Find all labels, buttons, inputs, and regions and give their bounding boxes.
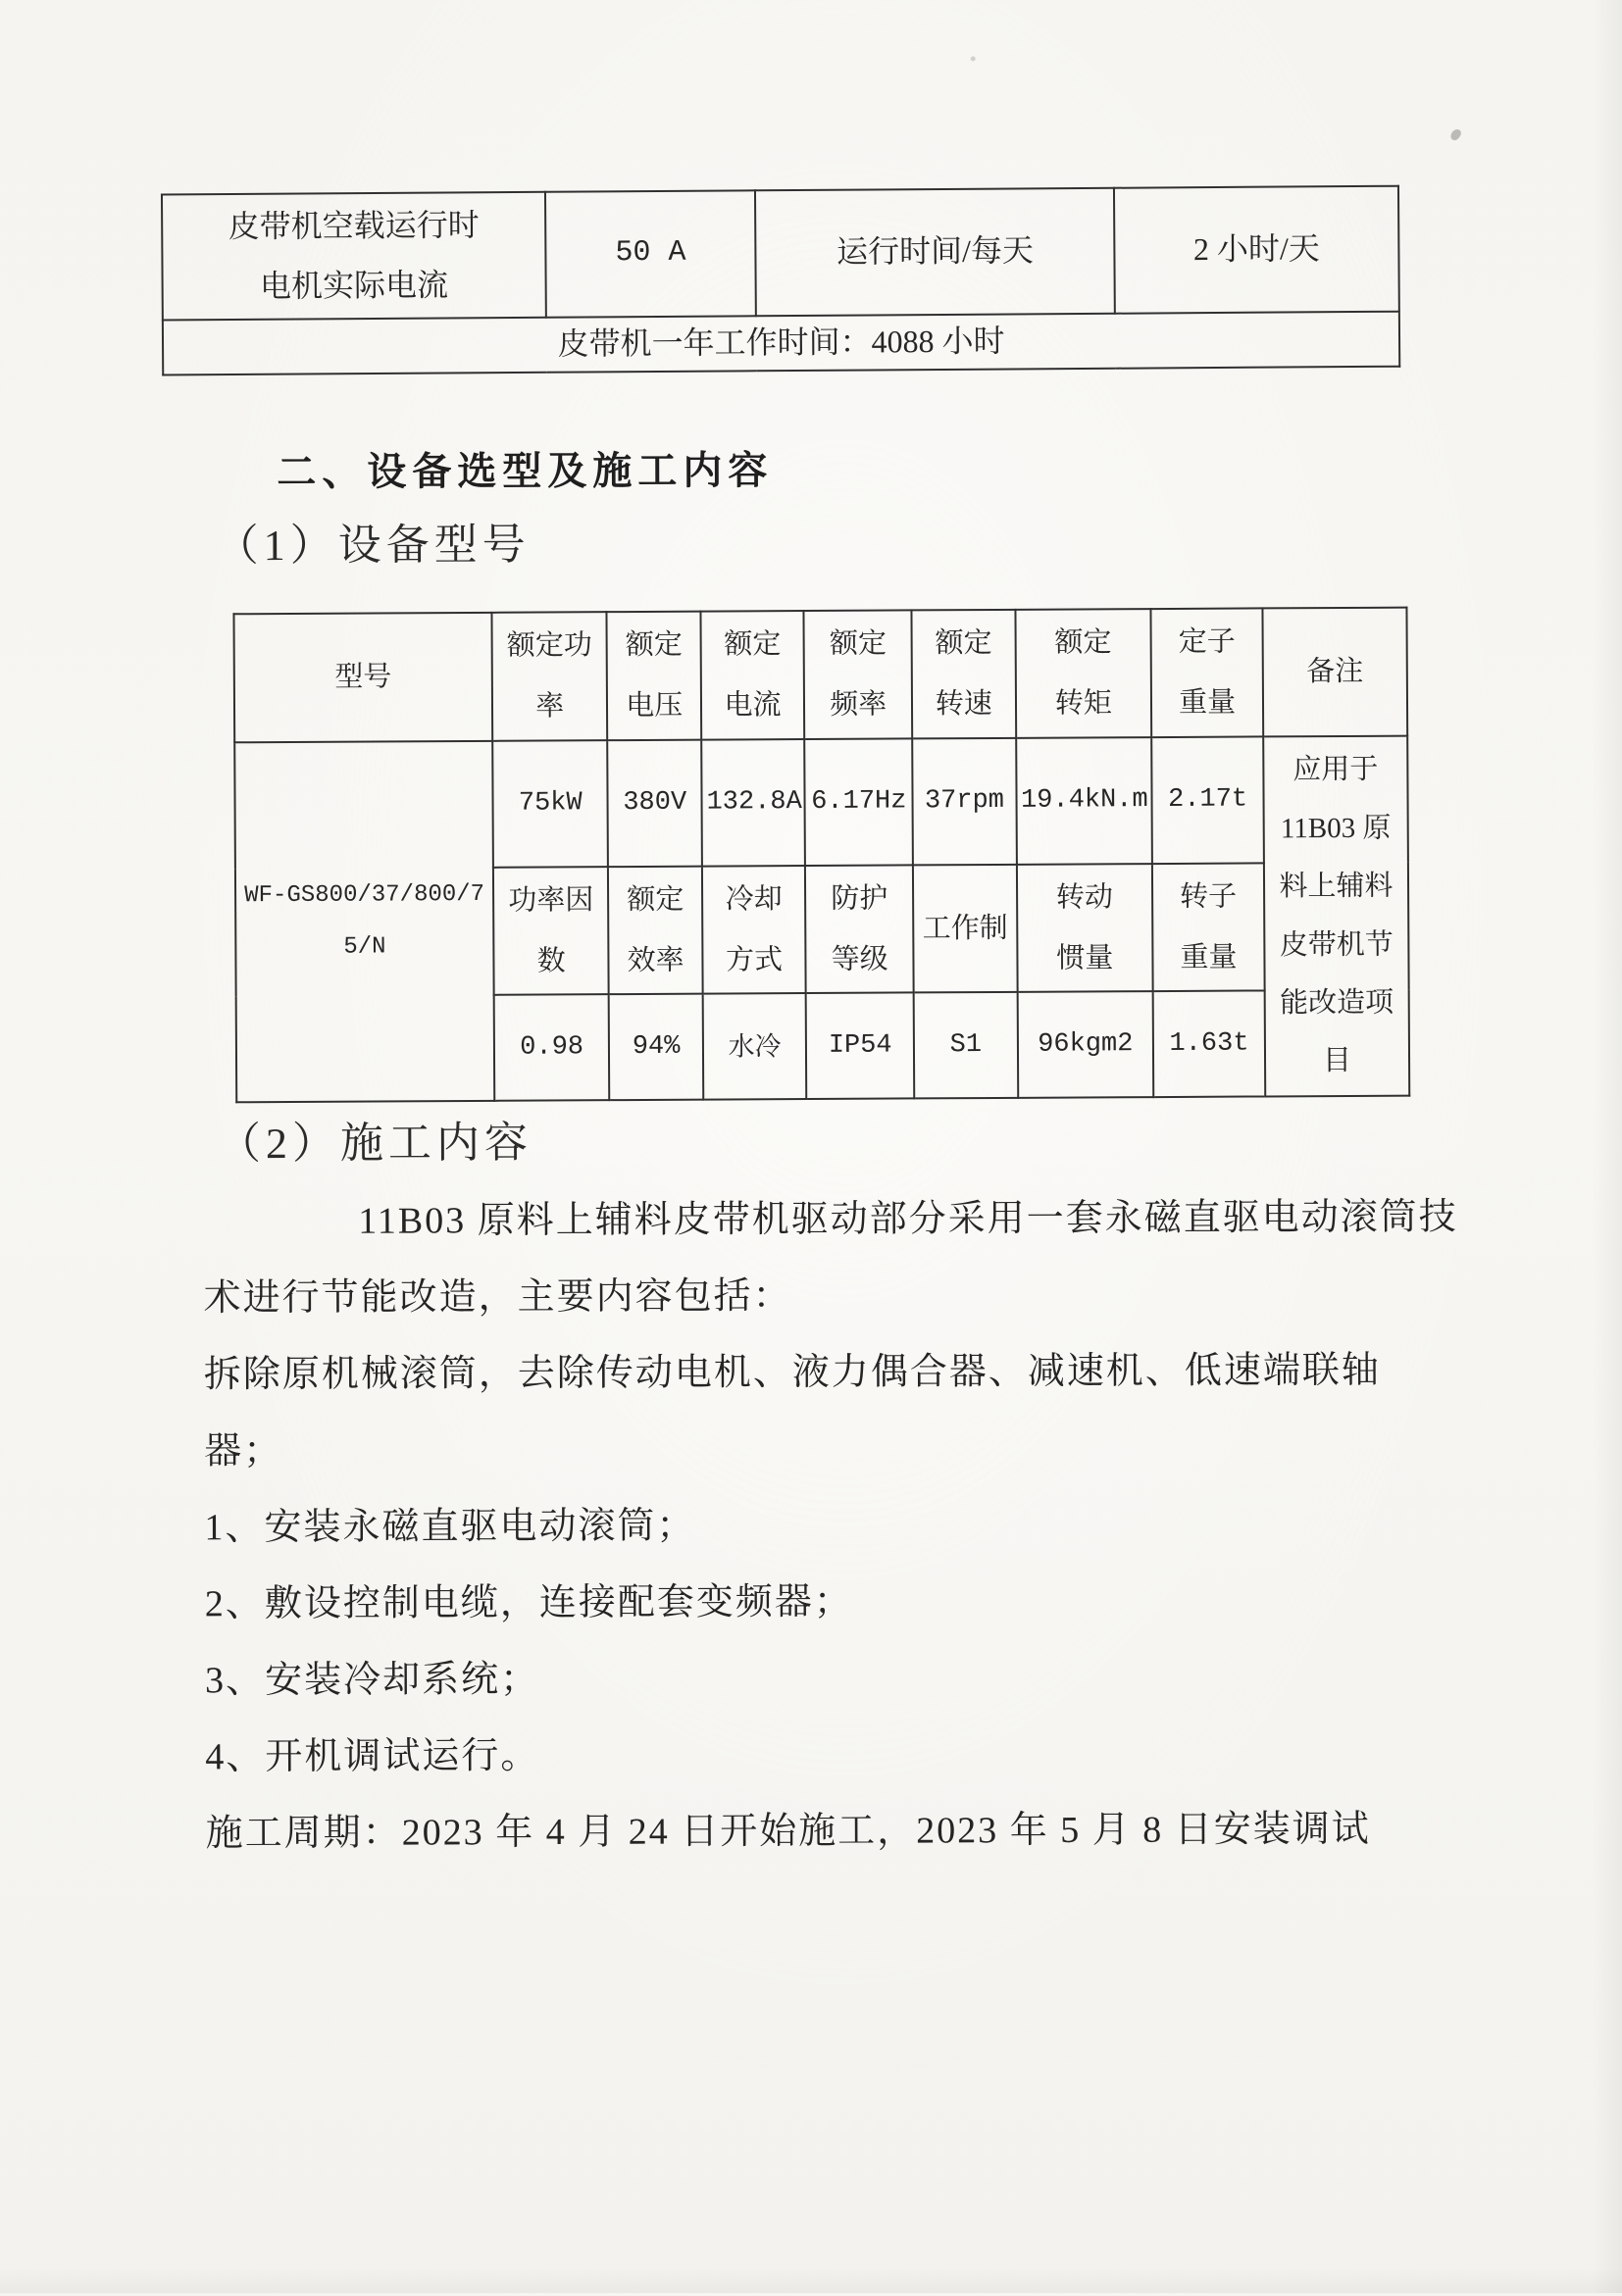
spec-header-rated-speed: 额定 转速 — [912, 610, 1016, 738]
spec-header-duty-cycle: 工作制 — [913, 865, 1017, 993]
rated-current-value: 132.8A — [701, 739, 805, 867]
rotor-weight-value: 1.63t — [1153, 991, 1265, 1098]
rated-frequency-value: 6.17Hz — [804, 738, 913, 866]
subsection-1-heading: （1）设备型号 — [215, 521, 531, 571]
spec-header-rated-efficiency: 额定 效率 — [608, 866, 702, 994]
equipment-spec-table — [232, 607, 1410, 1104]
body-line: 器； — [204, 1430, 283, 1472]
rated-power-value: 75kW — [492, 740, 608, 868]
body-line: 施工周期：2023 年 4 月 24 日开始施工，2023 年 5 月 8 日安装调试 — [205, 1808, 1371, 1855]
spec-header-stator-weight: 定子 重量 — [1151, 608, 1263, 736]
body-line: 3、安装冷却系统； — [205, 1659, 540, 1702]
spec-header-rated-frequency: 额定 频率 — [804, 610, 913, 738]
remark-value: 应用于 11B03 原 料上辅料 皮带机节 能改造项 目 — [1263, 735, 1409, 1097]
body-line: 4、开机调试运行。 — [205, 1735, 540, 1778]
spec-header-rated-voltage: 额定 电压 — [607, 612, 701, 740]
rated-torque-value: 19.4kN.m — [1016, 737, 1152, 865]
construction-content — [203, 1178, 1471, 1872]
model-value: WF-GS800/37/800/7 5/N — [234, 741, 494, 1103]
subsection-2-heading: （2）施工内容 — [217, 1119, 533, 1169]
stator-weight-value: 2.17t — [1151, 736, 1263, 864]
no-load-current-label: 皮带机空载运行时 电机实际电流 — [162, 192, 546, 320]
spec-header-rated-power: 额定功 率 — [492, 612, 608, 740]
rotary-inertia-value: 96kgm2 — [1017, 991, 1153, 1098]
spec-header-rated-current: 额定 电流 — [700, 611, 804, 739]
duty-cycle-value: S1 — [914, 992, 1018, 1099]
spec-header-remark: 备注 — [1262, 608, 1407, 737]
spec-header-rated-torque: 额定 转矩 — [1015, 609, 1151, 737]
power-factor-value: 0.98 — [494, 995, 610, 1102]
spec-header-model: 型号 — [233, 613, 492, 742]
spec-header-cooling-method: 冷却 方式 — [702, 866, 806, 994]
no-load-current-value: 50 A — [545, 190, 756, 317]
spec-header-rotor-weight: 转子 重量 — [1152, 863, 1264, 991]
body-line: 11B03 原料上辅料皮带机驱动部分采用一套永磁直驱电动滚筒技 — [358, 1196, 1458, 1242]
runtime-per-day-label: 运行时间/每天 — [755, 188, 1115, 316]
runtime-per-day-value: 2 小时/天 — [1114, 186, 1399, 314]
spec-header-power-factor: 功率因 数 — [493, 867, 609, 995]
scan-speck — [971, 56, 976, 61]
body-line: 术进行节能改造，主要内容包括： — [203, 1275, 792, 1320]
rated-voltage-value: 380V — [608, 739, 702, 867]
cooling-method-value: 水冷 — [703, 993, 807, 1100]
body-line: 拆除原机械滚筒，去除传动电机、液力偶合器、减速机、低速端联轴 — [203, 1349, 1381, 1396]
protection-class-value: IP54 — [806, 993, 915, 1100]
scan-speck — [1449, 127, 1463, 142]
rated-speed-value: 37rpm — [912, 738, 1016, 866]
spec-header-rotary-inertia: 转动 惯量 — [1016, 864, 1152, 992]
body-line: 1、安装永磁直驱电动滚筒； — [204, 1505, 696, 1549]
section-heading: 二、设备选型及施工内容 — [277, 449, 774, 495]
annual-working-hours: 皮带机一年工作时间：4088 小时 — [163, 311, 1399, 374]
rated-efficiency-value: 94% — [609, 994, 703, 1101]
operating-data-table — [161, 185, 1400, 375]
body-line: 2、敷设控制电缆，连接配套变频器； — [204, 1580, 853, 1625]
spec-header-protection-class: 防护 等级 — [805, 865, 914, 993]
